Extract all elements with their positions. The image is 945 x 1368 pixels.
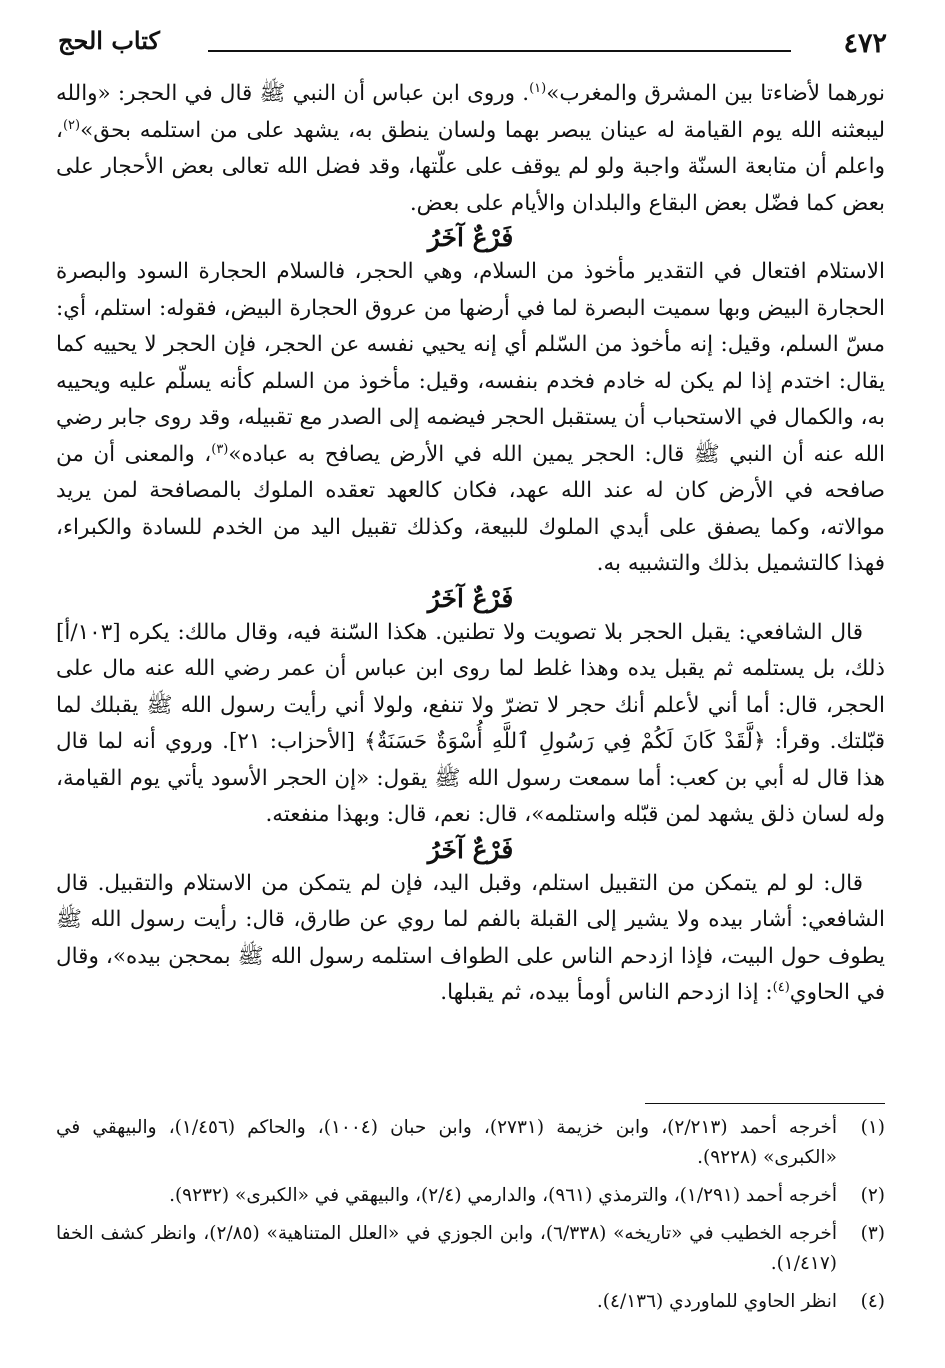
book-title: كتاب الحج <box>58 26 160 55</box>
footnote-item <box>56 1113 885 1173</box>
header-rule <box>208 50 791 52</box>
section-heading-1: فَرْعٌ آخَرُ <box>427 223 514 252</box>
footnote-ref-4[interactable]: (٤) <box>772 979 790 995</box>
footnote-number: (٢) <box>860 1185 885 1206</box>
footnote-number: (٣) <box>860 1223 885 1244</box>
footnote-text: انظر الحاوي للماوردي (٤/١٣٦). <box>596 1291 837 1312</box>
paragraph-3: قال الشافعي: يقبل الحجر بلا تصويت ولا تطنين. هكذا السّنة فيه، وقال مالك: يكره [١٠٣/أ] ذلك، بل يستلمه ثم يقبل يده وهذا غلط لما روى ابن عباس أن عمر رضي الله عنه مال على الحجر، قال: أما أني لأعلم أنك حجر لا تضرّ ولا تنفع، ولولا أني رأيت رسول الله ﷺ يقبلك لما قبّلتك. وقرأ: ﴿لَّقَدْ كَانَ لَكُمْ فِي رَسُولِ ٱللَّهِ أُسْوَةٌ حَسَنَةٌ﴾ [الأحزاب: ٢١]. وروي أنه لما قال هذا قال له أبي بن كعب: أما سمعت رسول الله ﷺ يقول: «إن الحجر الأسود يأتي يوم القيامة، وله لسان ذلق يشهد لمن قبّله واستلمه»، قال: نعم، قال: وبهذا منفعته. <box>56 619 886 827</box>
footnote-item <box>56 1181 885 1211</box>
footnote-ref-1[interactable]: (١) <box>529 80 547 96</box>
footnote-ref-3[interactable]: (٣) <box>211 441 229 457</box>
footnote-item <box>56 1287 885 1317</box>
footnote-number: (١) <box>860 1117 885 1138</box>
footnote-ref-2[interactable]: (٢) <box>62 117 81 133</box>
main-text <box>56 76 885 1012</box>
footnote-text: أخرجه الخطيب في «تاريخه» (٦/٣٣٨)، وابن الجوزي في «العلل المتناهية» (٢/٨٥)، وانظر كشف الخفا (١/٤١٧). <box>56 1223 837 1274</box>
footnote-text: أخرجه أحمد (٢/٢١٣)، وابن خزيمة (٢٧٣١)، وابن حبان (١٠٠٤)، والحاكم (١/٤٥٦)، والبيهقي في «الكبرى» (٩٢٢٨). <box>56 1117 837 1168</box>
footnote-number: (٤) <box>860 1291 885 1312</box>
footnote-separator <box>645 1103 885 1104</box>
paragraph-1: نورهما لأضاءتا بين المشرق والمغرب»$^{(١)}$. وروى ابن عباس أن النبي ﷺ قال في الحجر: «والله ليبعثنه الله يوم القيامة له عينان يبصر بهما ولسان ينطق به، يشهد على من استلمه بحق»$^{(٢)}$، واعلم أن متابعة السنّة واجبة ولو لم يوقف على علّتها، وقد فضل الله تعالى بعض الأحجار على بعض كما فضّل بعض البقاع والبلدان والأيام على بعض. <box>56 80 885 216</box>
footnote-text: أخرجه أحمد (١/٢٩١)، والترمذي (٩٦١)، والدارمي (٢/٤)، والبيهقي في «الكبرى» (٩٢٣٢). <box>169 1185 837 1206</box>
paragraph-2: الاستلام افتعال في التقدير مأخوذ من السلام، وهي الحجر، فالسلام الحجارة السود والبصرة الحجارة البيض وبها سميت البصرة لما في أرضها من عروق الحجارة البيض، فقوله: استلم، أي: مسّ السلم، وقيل: إنه مأخوذ من السّلم أي إنه يحيي نفسه عن الحجر، فإن الحجر لا يحييه كما يقال: اختدم إذا لم يكن له خادم فخدم بنفسه، وقيل: مأخوذ من السلم كأنه يسلّم عليه ويحييه به، والكمال في الاستحباب أن يستقبل الحجر فيضمه إلى الصدر مع تقبيله، وقد روى جابر رضي الله عنه أن النبي ﷺ قال: الحجر يمين الله في الأرض يصافح به عباده»$^{(٣)}$، والمعنى أن من صافحه في الأرض كان له عند الله عهد، فكان كالعهد تعقده الملوك بالمصافحة لمن يريد موالاته، وكما يصفق على أيدي الملوك للبيعة، وكذلك تقبيل اليد من الخدم للسادة والكبراء، فهذا كالتشميل بذلك والتشبيه به. <box>56 259 885 576</box>
section-heading-3: فَرْعٌ آخَرُ <box>427 834 514 864</box>
section-heading-2: فَرْعٌ آخَرُ <box>427 583 514 613</box>
paragraph-4: قال: لو لم يتمكن من التقبيل استلم، وقبل اليد، فإن لم يتمكن من الاستلام والتقبيل. قال الشافعي: أشار بيده ولا يشير إلى القبلة بالفم لما روي عن طارق، قال: رأيت رسول الله ﷺ يطوف حول البيت، فإذا ازدحم الناس على الطواف استلمه رسول الله ﷺ بمحجن بيده»، وقال في الحاوي$^{(٤)}$: إذا ازدحم الناس أومأ بيده، ثم يقبلها. <box>56 870 885 1005</box>
footnote-item <box>56 1219 885 1279</box>
page-number: ٤٧٢ <box>843 28 887 59</box>
footnotes <box>56 1113 885 1325</box>
page-header <box>58 24 887 64</box>
